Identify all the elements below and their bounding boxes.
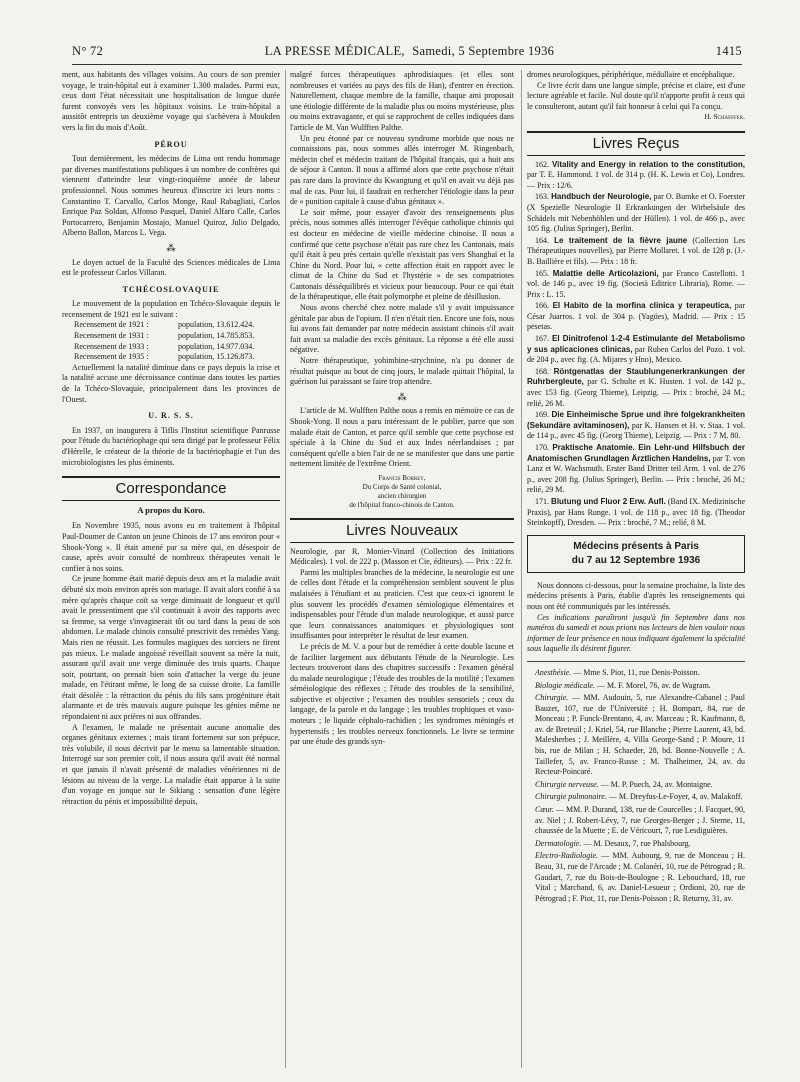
book-entry — [527, 192, 745, 234]
page-header — [72, 44, 742, 62]
doctors-title: Médecins présents à Paris — [573, 540, 699, 552]
book-number: 164. — [535, 235, 555, 245]
book-number: 171. — [535, 496, 552, 506]
section-heading-perou: PÉROU — [154, 139, 188, 149]
book-details: (Band IX. Medizinische Praxis), par Hans Runge. 1 vol. de 118 p., avec 18 fig. (Theodor Steinkopff), Dresden. — Prix : broché, 7 M.; relié, 8 M. — [527, 496, 745, 528]
doctors-list — [527, 668, 745, 904]
paragraph: A l'examen, le malade ne présentait aucune anomalie des organes génitaux externes ; mais tirant fortement sur son prépuce, très volubile, il nous décrivit par le menu sa lamentable situation. Interrogé sur son premier coït, il nous assura qu'il avait été normal et que jamais il n'avait présenté de maladies vénériennes ni de lésions au niveau de la verge. La maladie était apparue à la suite d'un voyage en jonque sur le Sikiang : sensation d'une légère rétraction du pénis et impossibilité depuis, — [62, 722, 280, 806]
paragraph: ment, aux habitants des villages voisins. Au cours de son premier voyage, le train-hôpital eut à examiner 1.300 malades. Parmi eux, ceux dont l'état nécessitait une hospitalisation de longue durée furent convoyés vers les hôpitaux voisins. Le train-hôpital a aussitôt entrepris un deuxième voyage qui s'achèvera à Moukden vers la fin du mois d'Août. — [62, 70, 280, 132]
doctor-entry: Electro-Radiologie. — MM. Aubourg, 9, rue de Monceau ; H. Beau, 31, rue de l'Arcade ; M. Colanéri, 10, rue de Pétrograd ; R. Gaudart, 7, rue du Bois-de-Boulogne ; R. Lebouchard, 18, rue Vital ; Marchand, 6, av. Daniel-Lesueur ; Ordioni, 20, rue de Pétrograd ; F. Piot, 11, rue Denis-Poisson ; R. Returny, 31, av. — [535, 851, 745, 903]
book-details: par César Juarros. 1 vol. de 304 p. (Yagües), Madrid. — Prix : 15 pesetas. — [527, 301, 745, 332]
review-signature: H. Schaeffer. — [704, 112, 745, 122]
book-entry — [527, 269, 745, 301]
book-title: Le traitement de la fièvre jaune — [554, 235, 688, 245]
book-number: 163. — [535, 192, 552, 202]
book-entry — [527, 301, 745, 333]
paragraph: dromes neurologiques, périphérique, médullaire et encéphalique. — [527, 70, 735, 79]
book-number: 167. — [535, 334, 552, 344]
header-rule — [72, 64, 742, 65]
book-details: par T. von Lanz et W. Wachsmuth. Erster Band Dritter teil Arm. 1 vol. de 276 p., avec 208 fig. (Julius Springer), Berlin. — Prix : broché, 26 M.; relié, 29 M. — [527, 453, 745, 495]
book-title: Handbuch der Neurologie, — [551, 192, 652, 202]
book-details: par O. Bumke et O. Foerster (X Spezielle Neurologie II Erkrankungen der Wirbelsäule des Schädels mit Nebenhöhlen und der Hüllen). 1 vol. de 466 p., avec 105 fig. (Julius Springer), Berlin. — [527, 192, 745, 234]
book-title: El Dinitrofenol 1-2-4 Estimulante del Metabolismo y sus aplicaciones clinicas, — [527, 334, 745, 354]
paragraph: Le soir même, pour essayer d'avoir des renseignements plus précis, nous sommes allés interroger l'évêque catholique chinois qui est docteur en médecine de vieille médecine chinoise. Il nous a confirmé que cette psychose n'était pas rare chez les Cantonais, mais qu'il était à peu près certain qu'elle n'existait pas vers Shanghaï et la Chine du Nord. Pour lui, « cette affection était en rapport avec le climat de la Chine du Sud et l'hystérie » de ses compatriotes Cantonais désséquilibrés et vicieux pour beaucoup. Pour ce qui était de la thérapeutique, elle était polymorphe et pleine de désillusion. — [290, 207, 514, 302]
book-title: Röntgenatlas der Staublungenerkrankungen der Ruhrbergleute, — [527, 366, 745, 387]
article-subtitle: A propos du Koro. — [137, 504, 205, 515]
section-title-correspondance: Correspondance — [62, 476, 280, 501]
book-number: 170. — [535, 443, 553, 452]
paragraph: En Novembre 1935, nous avons eu en traitement à l'hôpital Paul-Doumer de Canton un jeune Chinois de 17 ans environ pour « Shook-Yong ». Il était amené par sa mère qui, en désespoir de cause, après avoir consulté de nombreux thérapeutes venait le confier à nos soins. — [62, 521, 280, 573]
book-title: Blutung und Fluor 2 Erw. Aufl. — [551, 496, 666, 506]
separator — [527, 661, 745, 662]
paragraph: Actuellement la natalité diminue dans ce pays depuis la crise et la natalité accuse une décroissance continue dans toutes les parties de la Tchéco-Slovaquie, principalement dans les provinces de l'Ouest. — [62, 362, 280, 404]
book-title: Praktische Anatomie. Ein Lehr-und Hilfsbuch der Anatomischen Grundlagen Ärztlichen Handelns, — [527, 443, 745, 463]
book-details: par K. Hansen et H. v. Staa. 1 vol. de 114 p., avec 45 fig. (Georg Thieme), Leipzig. — Prix : 7 M. 80. — [527, 420, 745, 441]
column-divider — [285, 70, 286, 1068]
page-number: 1415 — [715, 44, 742, 58]
book-details: par Franco Castellotti. 1 vol. de 146 p., avec 19 fig. (Società Editrice Libraria), Rome. — Prix : L. 15. — [527, 268, 745, 299]
asterism: ⁂ — [397, 391, 407, 402]
book-entry — [527, 410, 745, 442]
census-row: Recensement de 1933 : population, 14.977.034. — [74, 341, 255, 351]
paragraph: Parmi les multiples branches de la médecine, la neurologie est une de celles dont l'étude et la compréhension semblent souvent le plus malaisées à l'étudiant et au praticien. C'est que ceux-ci ignorent le plus souvent les procédés d'examen sémiologique élémentaires et indispensables pour l'étude d'un malade neurologique, et aussi parce que leurs connaissances anatomiques et physiologiques sont insuffisantes pour interpréter le résultat de leur examen. — [290, 567, 514, 641]
book-entry — [527, 334, 745, 366]
census-row: Recensement de 1931 : population, 14.785.853. — [74, 331, 255, 341]
book-details: (Collection Les Thérapeutiques nouvelles), par Pierre Mollaret. 1 vol. de 128 p. (J.-B. Baillière et fils). — Prix : 18 fr. — [527, 235, 745, 266]
book-entry — [527, 497, 745, 529]
paragraph: En 1937, on inaugurera à Tiflis l'Institut scientifique Panrusse pour l'étude du bactériophage qui sera dirigé par le professeur Félix d'Hérelle, le créateur de la théorie de la bactériophagie et l'un des microbiologistes les plus éminents. — [62, 425, 280, 467]
paragraph: Ces indications paraîtront jusqu'à fin Septembre dans nos numéros du samedi et nous prions nos lecteurs de bien vouloir nous informer de leur présence en nous indiquant également la spécialité sous laquelle ils désirent figurer. — [527, 612, 745, 654]
signature-block: Francis Borrey, Du Corps de Santé colonial, ancien chirurgien de l'hôpital franco-chinois de Canton. — [349, 473, 455, 509]
book-entry — [527, 236, 745, 268]
doctors-present-box — [527, 535, 745, 573]
paragraph: Nous donnons ci-dessous, pour la semaine prochaine, la liste des médecins présents à Paris, établie d'après les renseignements qui nous ont été communiqués par les intéressés. — [527, 580, 745, 611]
book-review-header: Neurologie, par R. Monier-Vinard (Collection des Initiations Médicales). 1 vol. de 222 p. (Masson et Cie, éditeurs). — Prix : 22 fr. — [290, 546, 514, 567]
asterism: ⁂ — [166, 242, 176, 253]
book-title: Malattie delle Articolazioni, — [552, 268, 659, 278]
book-title: El Habito de la morfina clinica y terapeutica, — [552, 301, 732, 311]
book-number: 165. — [535, 268, 553, 278]
doctor-entry: Anesthésie. — Mme S. Piot, 11, rue Denis-Poisson. — [535, 667, 700, 677]
book-entry — [527, 160, 745, 192]
paragraph: Ce jeune homme était marié depuis deux ans et la maladie avait débuté six mois environ après son mariage. Il avait alors confié à sa mère qu'après chaque coït sa verge diminuait de longueur et qu'il avait le pressentiment que s'il continuait à avoir des rapports avec sa femme, sa verge s'invaginerait tôt ou tard dans la peau de son abdomen. Le malade chinois consulté prescrivit des remèdes Yang. Mais rien ne réussit. Les formules magiques des sorciers ne firent pas mieux. Le malade angoissé réveillait souvent sa mère la nuit, assurant qu'il avait une verge diminuée des trois quarts. Chaque soir, pourtant, on prenait bien soin d'attacher la verge du jeune malade, en l'étirant même, le long de sa cuisse droite. La famille était désolée : la rétraction du pénis du fils sans progéniture était alarmante et de très mauvais augure puisque les génies même ne répondaient ni aux prières ni aux offrandes. — [62, 574, 280, 722]
book-entry — [527, 443, 745, 496]
column-2 — [290, 70, 514, 1068]
book-entry — [527, 367, 745, 409]
doctor-entry: Cœur. — MM. P. Durand, 138, rue de Courcelles ; J. Facquet, 90, av. Niel ; J. Robert-Lévy, 7, rue Georges-Berger ; J. Sterne, 11, chaussée de la Muette ; E. de Véricourt, 7, rue Lesdiguières. — [535, 805, 745, 836]
doctor-entry: Dermatologie. — M. Desaux, 7, rue Phalsbourg. — [535, 838, 691, 848]
paragraph: Un peu étonné par ce nouveau syndrome morbide que nous ne connaissions pas, nous sommes allés interroger M. Ringenbach, médecin chef et médecin traitant de l'hôpital français, qui a huit ans de séjour à Canton. Il nous a affirmé alors que cette psychose n'était pas rare dans la province du Kwangtung et qu'il en avait vu déjà pas mal de cas. Pour lui, il faudrait en rechercher l'étiologie dans la peur de « punition capitale à cause d'abus génitaux ». — [290, 133, 514, 207]
book-details: par T. E. Hammond. 1 vol. de 314 p. (H. K. Lewis et Co), Londres. — Prix : 12/6. — [527, 170, 745, 190]
section-heading-tchecoslovaquie: TCHÉCOSLOVAQUIE — [122, 284, 220, 294]
paragraph: Nous avons cherché chez notre malade s'il y avait impuissance génitale par abus de l'opium. Il n'en n'était rien. Encore une fois, nous lui avons fait demander par notre médecin assistant chinois s'il avait fait avant sa maladie des excès génitaux. La réponse a été elle aussi négative. — [290, 303, 514, 355]
census-row: Recensement de 1935 : population, 15.126.873. — [74, 352, 255, 362]
book-title: Die Einheimische Sprue und ihre folgekrankheiten (Sekundäre avitaminosen), — [527, 410, 745, 430]
doctor-entry: Chirurgie nerveuse. — M. P. Puech, 24, av. Montaigne. — [535, 779, 713, 789]
section-title-livres-nouveaux: Livres Nouveaux — [290, 518, 514, 543]
paragraph: Le doyen actuel de la Faculté des Sciences médicales de Lima est le professeur Carlos Villaran. — [62, 257, 280, 278]
book-number: 168. — [535, 366, 554, 376]
paragraph: Le précis de M. V. a pour but de remédier à cette double lacune et de faciliter largement aux débutants l'étude de la Neurologie. Les lecteurs trouveront dans des chapitres successifs : l'examen général du malade neurologique ; l'étude des troubles de la motilité ; l'examen séméiologique des réflexes ; l'étude des troubles de la sensibilité, subjective et objective ; l'examen des troubles sensoriels ; ceux du langage, de la parole et du langage ; les troubles trophiques et vaso-moteurs ; le liquide céphalo-rachidien ; les syndromes méningés et hypertensifs ; les troubles nerveux fonctionnels. Le livre se termine par une étude des grands syn- — [290, 641, 514, 747]
issue-number: N° 72 — [72, 44, 104, 58]
paragraph: L'article de M. Wulfften Palthe nous a remis en mémoire ce cas de Shook-Yong. Il nous a paru intéressant de le publier, parce que son malade était de Canton, et parce qu'il semble que cette psychose est spéciale à la Chine du Sud et aux Indes néerlandaises ; par conséquent qu'elle a bien l'air de ne se manifester que dans une partie nettement limitée de l'extrême Orient. — [290, 406, 514, 469]
section-title-livres-recus: Livres Reçus — [527, 131, 745, 156]
census-row: Recensement de 1921 : population, 13.612.424. — [74, 320, 255, 330]
paragraph: malgré forces thérapeutiques aphrodisiaques (et elles sont nombreuses et variées au pays des fils de Han), d'entrer en érection. Naturellement, chaque membre de la famille, chaque ami proposait une étiologie différente de la maladie plus ou moins mystérieuse, plus ou moins extravagante, et qui se rapprochent de celles indiquées dans l'article de M. Van Wulfften Palthe. — [290, 70, 514, 132]
doctors-dates: du 7 au 12 Septembre 1936 — [571, 554, 701, 566]
doctor-entry: Biologie médicale. — M. F. Morel, 76, av. de Wagram. — [535, 680, 711, 690]
journal-title: LA PRESSE MÉDICALE, — [264, 44, 405, 58]
paragraph: Ce livre écrit dans une langue simple, précise et claire, est d'une lecture agréable et facile. Nul doute qu'il n'apporte profit à ceux qui le consulteront, autant qu'il fait honneur à celui qui l'a conçu. — [527, 80, 745, 111]
book-number: 166. — [535, 301, 553, 311]
doctor-entry: Chirurgie pulmonaire. — M. Dreyfus-Le-Foyer, 4, av. Malakoff. — [535, 792, 743, 802]
book-title: Vitality and Energy in relation to the constitution, — [551, 159, 745, 169]
book-number: 169. — [535, 410, 552, 420]
column-3 — [527, 70, 745, 1068]
census-list — [62, 320, 280, 362]
doctor-entry: Chirurgie. — MM. Audouin, 5, rue Alexandre-Cabanel ; Paul Bauzet, 107, rue de l'Université ; H. Bompart, 84, rue de Monceau ; P. Funck-Brentano, 4, av. Marceau ; R. Kaufmann, 8, av. de Breteuil ; J. Kriel, 54, rue Blanche ; Pierre Laurent, 43, bd. Malesherbes ; J. Meillère, 4, Villa George-Sand ; P. Moure, 11 bis, rue de Milan ; H. Schaeder, 28, bd. Bonne-Nouvelle ; A. Taillefer, 5, av. Franco-Russe ; M. Thalheimer, 24, av. du Recteur-Poincaré. — [535, 693, 745, 777]
column-1 — [62, 70, 280, 1068]
paragraph: Tout dernièrement, les médecins de Lima ont rendu hommage par diverses manifestations publiques à un nombre de confrères qui viennent d'atteindre leur vingt-cinquième année de labeur professionnel. Nous sommes heureux d'inscrire ici leurs noms : Constantino T. Carvallo, Carlos Monge, Raul Rabagliati, Carlos Enrique Paz Soldan, Alfonso Pasquel, Daniel Alfaro Calle, Carlos Portocarrero, Benjamin Mostajo, Manuel Quiroz, Julio Delgado, Alberto Ballon, Marcos L. Vega. — [62, 154, 280, 238]
masthead — [263, 44, 556, 59]
book-number: 162. — [535, 159, 552, 169]
section-heading-urss: U. R. S. S. — [148, 411, 194, 421]
issue-date: Samedi, 5 Septembre 1936 — [412, 44, 555, 58]
column-divider — [521, 70, 522, 1068]
book-details: par G. Schulte et K. Husten. 1 vol. de 142 p., avec 153 fig. (Georg Thieme), Leipzig. — Prix : broché, 24 M.; relié, 26 M. — [527, 377, 745, 408]
paragraph: Le mouvement de la population en Tchéco-Slovaquie depuis le recensement de 1921 est le suivant : — [62, 299, 280, 319]
book-details: par Ruben Carlos del Pozo. 1 vol. de 204 p., avec fig. (A. Mijares y Hno), Mexico. — [527, 344, 745, 365]
books-received-list — [527, 160, 745, 529]
paragraph: Notre thérapeutique, yohimbine-strychnine, n'a pu donner de résultat puisque au bout de cinq jours, le malade quittait l'hôpital, la guérison lui paraissant se faire trop attendre. — [290, 356, 514, 387]
